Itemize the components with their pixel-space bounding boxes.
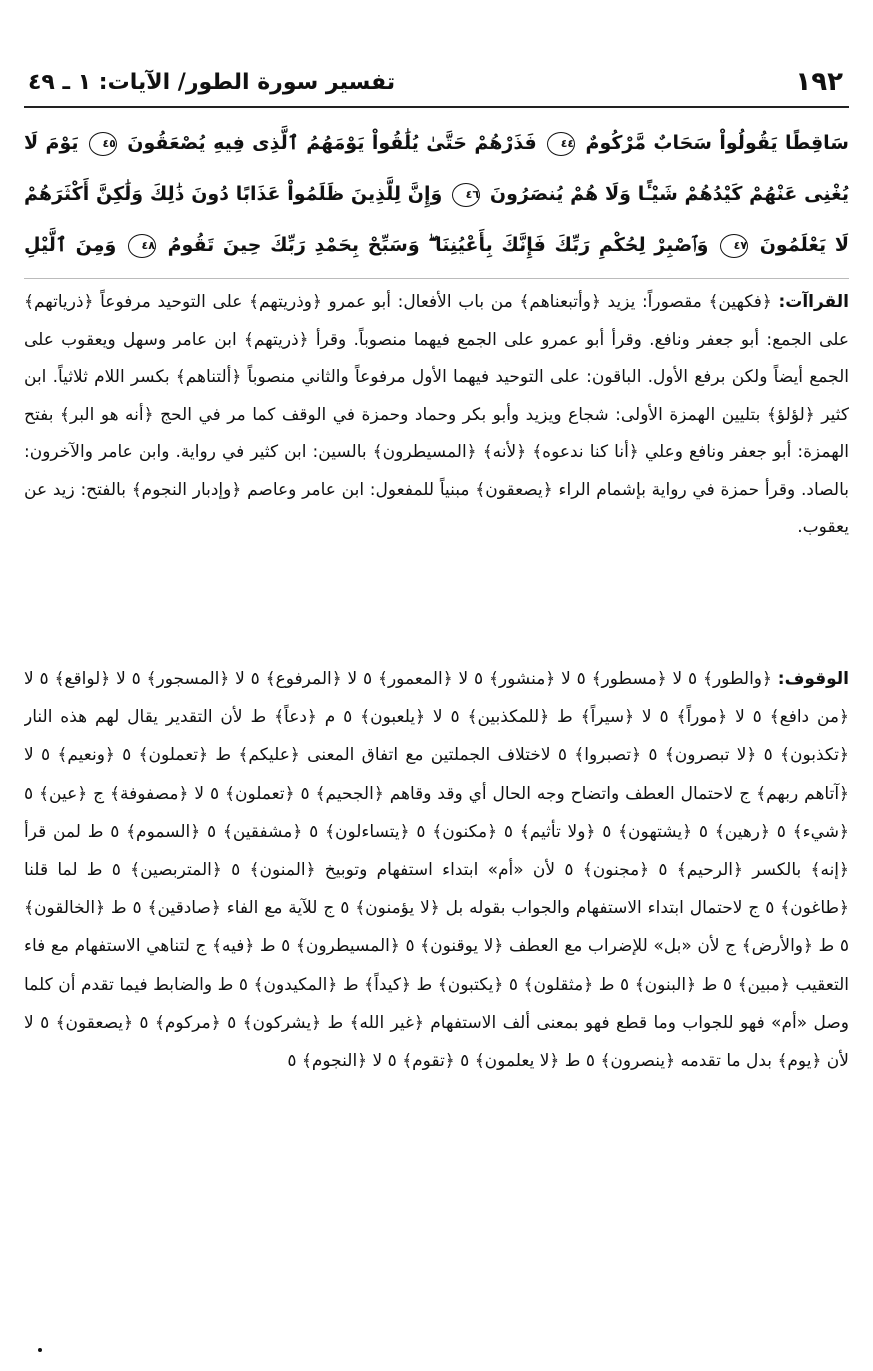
running-title: تفسير سورة الطور/ الآيات: ١ ـ ٤٩	[28, 69, 396, 95]
header-divider	[24, 106, 849, 108]
ayah-number-marker: ٤٤	[547, 132, 575, 156]
section-divider	[24, 278, 849, 279]
scan-speck	[38, 1348, 42, 1352]
stops-text: ﴿والطور﴾ ٥ لا ﴿مسطور﴾ ٥ لا ﴿منشور﴾ ٥ لا ﴿المعمور﴾ ٥ لا ﴿المرفوع﴾ ٥ لا ﴿المسجور﴾ ٥ لا ﴿لواقع﴾ ٥ لا ﴿من دافع﴾ ٥ لا ﴿موراً﴾ ٥ لا ﴿سيراً﴾ ط ﴿للمكذبين﴾ ٥ لا ﴿يلعبون﴾ ٥ م ﴿دعاً﴾ ط لأن التقدير يقال لهم هذه النار ﴿تكذبون﴾ ٥ ﴿لا تبصرون﴾ ٥ ﴿تصبروا﴾ ٥ لاختلاف الجملتين مع اتفاق المعنى ﴿عليكم﴾ ط ﴿تعملون﴾ ٥ ﴿ونعيم﴾ ٥ لا ﴿آتاهم ربهم﴾ ج لاحتمال العطف واتضاح وجه الحال أي وقد وقاهم ﴿الجحيم﴾ ٥ ﴿تعملون﴾ ٥ لا ﴿مصفوفة﴾ ج ﴿عين﴾ ٥ ﴿شيء﴾ ٥ ﴿رهين﴾ ٥ ﴿يشتهون﴾ ٥ ﴿ولا تأثيم﴾ ٥ ﴿مكنون﴾ ٥ ﴿يتساءلون﴾ ٥ ﴿مشفقين﴾ ٥ ﴿السموم﴾ ٥ ط لمن قرأ ﴿إنه﴾ بالكسر ﴿الرحيم﴾ ٥ ﴿مجنون﴾ ٥ لأن «أم» ابتداء استفهام وتوبيخ ﴿المنون﴾ ٥ ﴿المتربصين﴾ ٥ ط لما قلنا ﴿طاغون﴾ ٥ ج لاحتمال ابتداء الاستفهام والجواب بقوله بل ﴿لا يؤمنون﴾ ٥ ج للآية مع الفاء ﴿صادقين﴾ ٥ ط ﴿الخالقون﴾ ٥ ط ﴿والأرض﴾ ج لأن «بل» للإضراب مع العطف ﴿لا يوقنون﴾ ٥ ﴿المسيطرون﴾ ٥ ط ﴿فيه﴾ ج لتناهي الاستفهام مع فاء التعقيب ﴿مبين﴾ ٥ ط ﴿البنون﴾ ٥ ط ﴿مثقلون﴾ ٥ ﴿يكتبون﴾ ط ﴿كيداً﴾ ط ﴿المكيدون﴾ ٥ ط والضابط فيما تقدم أن كلما وصل «أم» فهو للجواب وما قطع فهو بمعنى ألف الاستفهام ﴿غير الله﴾ ط ﴿يشركون﴾ ٥ ﴿مركوم﴾ ٥ ﴿يصعقون﴾ ٥ لا لأن ﴿يوم﴾ بدل ما تقدمه ﴿ينصرون﴾ ٥ ط ﴿لا يعلمون﴾ ٥ ﴿تقوم﴾ ٥ لا ﴿النجوم﴾ ٥	[24, 669, 849, 1072]
readings-paragraph	[24, 284, 849, 656]
ayah-number-marker: ٤٨	[128, 234, 156, 258]
verse-text: وَمِنَ ٱلَّيْلِ	[24, 234, 117, 256]
ayah-number-marker: ٤٥	[89, 132, 117, 156]
verse-text: فَذَرْهُمْ حَتَّىٰ يُلَٰقُواْ يَوْمَهُمُ ٱلَّذِى فِيهِ يُصْعَقُونَ	[127, 132, 537, 154]
ayah-number-marker: ٤٦	[452, 183, 480, 207]
verse-text: وَٱصْبِرْ لِحُكْمِ رَبِّكَ فَإِنَّكَ بِأَعْيُنِنَا ۖ وَسَبِّحْ بِحَمْدِ رَبِّكَ حِينَ تَقُومُ	[167, 234, 709, 256]
readings-text: ﴿فكهين﴾ مقصوراً: يزيد ﴿وأتبعناهم﴾ من باب الأفعال: أبو عمرو ﴿وذريتهم﴾ على التوحيد مرفوعاً ﴿ذرياتهم﴾ على الجمع: أبو جعفر ونافع. وقرأ أبو عمرو على الجمع فيهما منصوباً. وقرأ ﴿ذريتهم﴾ ابن عامر وسهل ويعقوب على الجمع أيضاً ولكن برفع الأول. الباقون: على التوحيد فيهما الأول مرفوعاً والثاني منصوباً ﴿ألتناهم﴾ بكسر اللام ثلاثياً. ابن كثير ﴿لؤلؤ﴾ بتليين الهمزة الأولى: شجاع ويزيد وأبو بكر وحماد وحمزة في الوقف كما مر في الحج ﴿أنه هو البر﴾ بفتح الهمزة: أبو جعفر ونافع وعلي ﴿أنا كنا ندعوه﴾ ﴿لأنه﴾ ﴿المسيطرون﴾ بالسين: ابن كثير في رواية. وابن عامر والآخرون: بالصاد. وقرأ حمزة في رواية بإشمام الراء ﴿يصعقون﴾ مبنياً للمفعول: ابن عامر وعاصم ﴿وإدبار النجوم﴾ بالفتح: زيد عن يعقوب.	[24, 292, 849, 537]
quran-verses	[24, 118, 849, 278]
readings-heading: القراآت:	[778, 292, 849, 312]
stops-paragraph	[24, 660, 849, 1268]
verse-text: يَوْمَ لَا يُغْنِى عَنْهُمْ كَيْدُهُمْ شَيْـًٔا وَلَا هُمْ يُنصَرُونَ	[24, 132, 849, 205]
ayah-number-marker: ٤٧	[720, 234, 748, 258]
page-header	[28, 60, 843, 104]
verse-text: سَاقِطًا يَقُولُواْ سَحَابٌ مَّرْكُومٌ	[585, 132, 849, 154]
page-number: ١٩٢	[795, 67, 843, 97]
verse-text: وَإِنَّ لِلَّذِينَ ظَلَمُواْ عَذَابًا دُونَ ذَٰلِكَ وَلَٰكِنَّ أَكْثَرَهُمْ لَا يَعْلَمُونَ	[24, 183, 849, 256]
stops-heading: الوقوف:	[777, 669, 849, 689]
